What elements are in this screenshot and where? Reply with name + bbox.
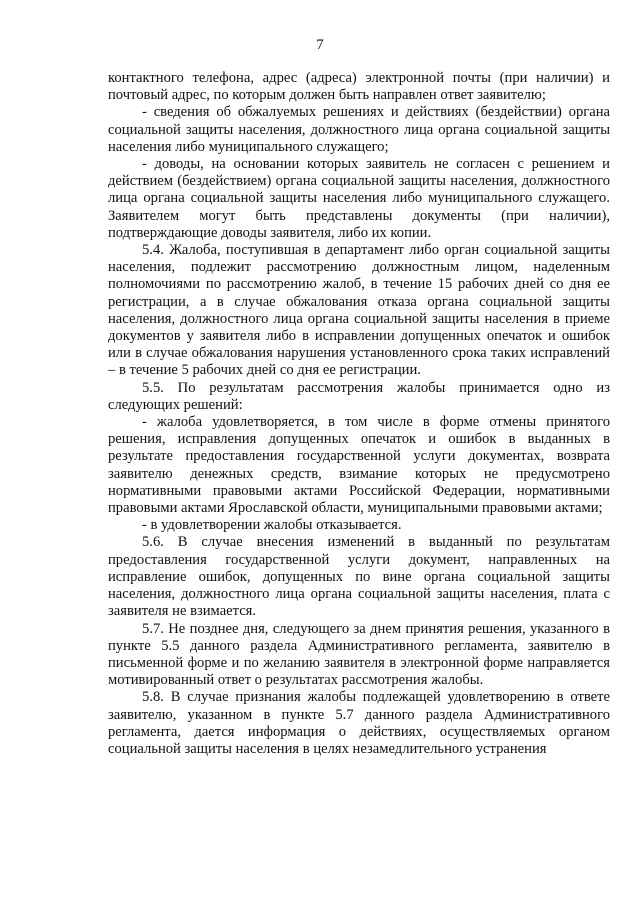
paragraph-complaint-satisfied: - жалоба удовлетворяется, в том числе в форме отмены принятого решения, исправления допущенных опечаток и ошибок в выданных в результате предоставления государственной услуги документах, возврата заявителю денежных средств, взимание которых не предусмотрено нормативными правовыми актами Российской Федерации, нормативными правовыми актами Ярославской области, муниципальными правовыми актами; [108,414,610,517]
paragraph-complaint-rejected: - в удовлетворении жалобы отказывается. [142,517,402,534]
page-number: 7 [316,37,324,53]
paragraph-5-4: 5.4. Жалоба, поступившая в департамент либо орган социальной защиты населения, подлежит рассмотрению должностным лицом, наделенным полномочиями по рассмотрению жалоб, в течение 15 рабочих дней со дня ее регистрации, а в случае обжалования отказа органа социальной защиты населения, должностного лица органа социальной защиты населения в приеме документов у заявителя либо в исправлении допущенных опечаток и ошибок или в случае обжалования нарушения установленного срока таких исправлений – в течение 5 рабочих дней со дня ее регистрации. [108,242,610,379]
paragraph-5-5: 5.5. По результатам рассмотрения жалобы принимается одно из следующих решений: [108,379,610,413]
document-body [108,70,610,758]
paragraph-complaint-arguments: - доводы, на основании которых заявитель не согласен с решением и действием (бездействием) органа социальной защиты населения, должностного лица органа социальной защиты населения либо муниципального служащего. Заявителем могут быть представлены документы (при наличии), подтверждающие доводы заявителя, либо их копии. [108,156,610,241]
paragraph-5-7: 5.7. Не позднее дня, следующего за днем принятия решения, указанного в пункте 5.5 данного раздела Административного регламента, заявителю в письменной форме и по желанию заявителя в электронной форме направляется мотивированный ответ о результатах рассмотрения жалобы. [108,620,610,689]
paragraph-complaint-decisions-info: - сведения об обжалуемых решениях и действиях (бездействии) органа социальной защиты населения, должностного лица органа социальной защиты населения либо муниципального служащего; [108,104,610,155]
paragraph-5-8: 5.8. В случае признания жалобы подлежащей удовлетворению в ответе заявителю, указанном в пункте 5.7 данного раздела Административного регламента, дается информация о действиях, осуществляемых органом социальной защиты населения в целях незамедлительного устранения [108,689,610,757]
paragraph-continuation: контактного телефона, адрес (адреса) электронной почты (при наличии) и почтовый адрес, по которым должен быть направлен ответ заявителю; [108,70,610,104]
paragraph-5-6: 5.6. В случае внесения изменений в выданный по результатам предоставления государственной услуги документ, направленных на исправление ошибок, допущенных по вине органа социальной защиты населения, должностного лица органа социальной защиты населения, плата с заявителя не взимается. [108,534,610,620]
